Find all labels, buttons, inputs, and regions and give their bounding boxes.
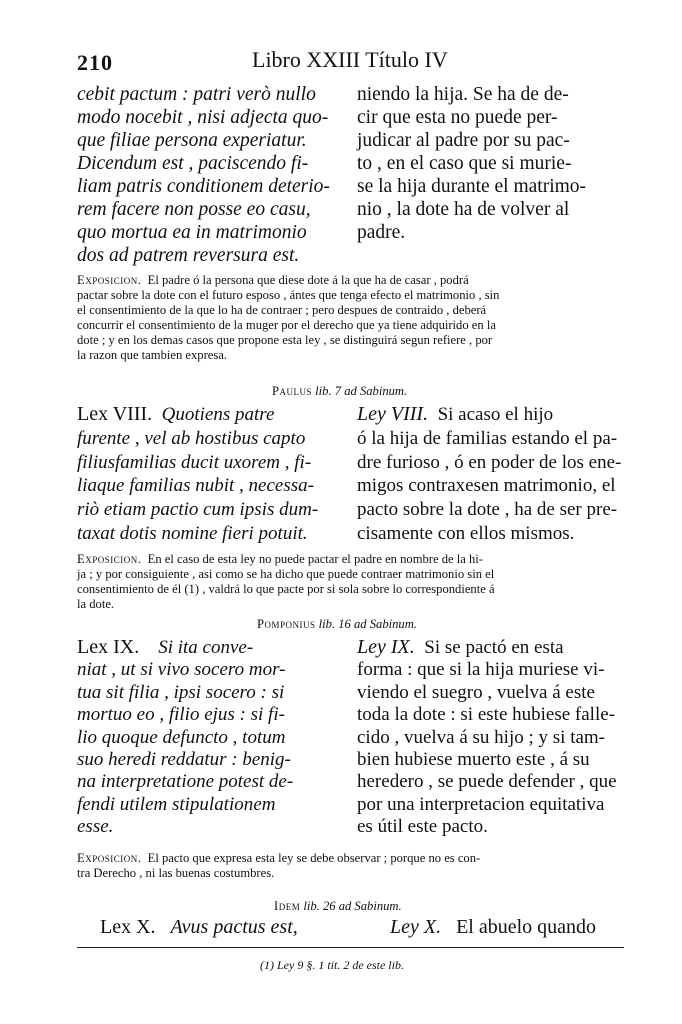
text-line: judicar al padre por su pac- [357, 130, 570, 151]
text-line: viendo el suegro , vuelva á este [357, 681, 595, 703]
lex-viii-latin [77, 403, 318, 546]
exposicion-label: Exposicion. [77, 851, 142, 865]
exposicion-1 [77, 273, 624, 363]
text-line: modo nocebit , nisi adjecta quo- [77, 107, 329, 128]
text-line: que filiae persona experiatur. [77, 130, 307, 151]
text-line: En el caso de esta ley no puede pactar el padre en nombre de la hi- [147, 552, 483, 566]
source-reference: lib. 16 ad Sabinum. [318, 617, 417, 631]
text-line: liaque familias nubit , necessa- [77, 475, 314, 497]
exposicion-label: Exposicion. [77, 552, 142, 566]
exposicion-label: Exposicion. [77, 273, 142, 287]
lex-x-latin [100, 916, 298, 938]
source-author: Paulus [272, 384, 313, 398]
text-line: bien hubiese muerto este , á su [357, 749, 590, 771]
text-line: toda la dote : si este hubiese falle- [357, 704, 615, 726]
text-line: mortuo eo , filio ejus : si fi- [77, 704, 285, 726]
text-line: na interpretatione potest de- [77, 771, 294, 793]
text-line: es útil este pacto. [357, 816, 488, 838]
source-author: Pomponius [257, 617, 316, 631]
text-line: Dicendum est , paciscendo fi- [77, 153, 309, 174]
text-line: liam patris conditionem deterio- [77, 176, 330, 197]
text-line: consentimiento de él (1) , valdrá lo que pacte por si sola sobre lo correspondiente á [77, 582, 495, 596]
text-line: taxat dotis nomine fieri potuit. [77, 522, 308, 544]
page-number: 210 [77, 50, 113, 75]
source-citation-2 [257, 617, 417, 632]
exposicion-2 [77, 552, 624, 612]
text-line: tra Derecho , ni las buenas costumbres. [77, 866, 275, 880]
text-line: fendi utilem stipulationem [77, 793, 276, 815]
text-line: padre. [357, 222, 406, 243]
text-line: Avus pactus est, [170, 916, 298, 938]
ley-heading: Ley VIII. [357, 403, 429, 425]
text-line: El padre ó la persona que diese dote á la que ha de casar , podrá [147, 273, 469, 287]
text-line: la razon que tambien expresa. [77, 348, 228, 362]
latin-column-continuation [77, 83, 330, 267]
text-line: Si ita conve- [158, 637, 254, 658]
text-line: heredero , se puede defender , que [357, 771, 617, 793]
ley-x-spanish [390, 916, 596, 938]
text-line: pacto sobre la dote , ha de ser pre- [357, 499, 618, 521]
text-line: se la hija durante el matrimo- [357, 176, 587, 197]
text-line: concurrir el consentimiento de la muger por el derecho que ya tiene adquirido en la [77, 318, 496, 332]
text-line: El pacto que expresa esta ley se debe observar ; porque no es con- [147, 851, 481, 865]
text-line: migos contraxesen matrimonio, el [357, 475, 616, 497]
text-line: cir que esta no puede per- [357, 107, 558, 128]
source-citation-1 [272, 384, 407, 399]
text-line: cisamente con ellos mismos. [357, 522, 575, 544]
footnote-text: (1) Ley 9 §. 1 tit. 2 de este lib. [260, 958, 404, 972]
text-line: El abuelo quando [456, 916, 597, 938]
text-line: dote ; y en los demas casos que propone esta ley , se distinguirá segun refiere , por [77, 333, 493, 347]
footnote-rule [77, 947, 624, 948]
text-line: niendo la hija. Se ha de de- [357, 84, 569, 105]
text-line: forma : que si la hija muriese vi- [357, 659, 605, 681]
text-line: tua sit filia , ipsi socero : si [77, 681, 285, 703]
text-line: Quotiens patre [161, 404, 275, 425]
text-line: dre furioso , ó en poder de los ene- [357, 451, 622, 473]
text-line: lio quoque defuncto , totum [77, 726, 286, 748]
text-line: esse. [77, 816, 114, 838]
lex-ix-latin [77, 636, 293, 839]
text-line: suo heredi reddatur : benig- [77, 749, 291, 771]
text-line: dos ad patrem reversura est. [77, 245, 300, 266]
text-line: Si se pactó en esta [424, 637, 564, 658]
text-line: to , en el caso que si murie- [357, 153, 572, 174]
source-reference: lib. 26 ad Sabinum. [303, 899, 402, 913]
source-reference: lib. 7 ad Sabinum. [315, 384, 408, 398]
text-line: riò etiam pactio cum ipsis dum- [77, 499, 319, 521]
text-line: ó la hija de familias estando el pa- [357, 427, 618, 449]
source-author: Idem [274, 899, 301, 913]
text-line: nio , la dote ha de volver al [357, 199, 570, 220]
text-line: cido , vuelva á su hijo ; y si tam- [357, 726, 606, 748]
lex-heading: Lex X. [100, 916, 156, 938]
text-line: la dote. [77, 597, 115, 611]
text-line: por una interpretacion equitativa [357, 793, 605, 815]
running-head: Libro XXIII Título IV [252, 47, 448, 72]
text-line: Si acaso el hijo [437, 404, 554, 425]
text-line: el consentimiento de la que lo ha de contraer ; pero despues de contraido , deberá [77, 303, 487, 317]
ley-heading: Ley IX. [357, 636, 415, 658]
ley-heading: Ley X. [390, 916, 442, 938]
text-line: rem facere non posse eo casu, [77, 199, 311, 220]
text-line: cebit pactum : patri verò nullo [77, 84, 316, 105]
text-line: filiusfamilias ducit uxorem , fi- [77, 451, 312, 473]
ley-viii-spanish [357, 403, 621, 546]
exposicion-3 [77, 851, 624, 881]
text-line: pactar sobre la dote con el futuro esposo , ántes que tenga efecto el matrimonio , sin [77, 288, 500, 302]
text-line: quo mortua ea in matrimonio [77, 222, 307, 243]
source-citation-3 [274, 899, 402, 914]
lex-heading: Lex IX. [77, 636, 140, 658]
text-line: ja ; y por consiguiente , asi como se ha dicho que puede contraer matrimonio sin el [77, 567, 495, 581]
ley-ix-spanish [357, 636, 617, 839]
text-line: furente , vel ab hostibus capto [77, 427, 306, 449]
footnote [260, 958, 404, 973]
lex-heading: Lex VIII. [77, 403, 153, 425]
text-line: niat , ut si vivo socero mor- [77, 659, 286, 681]
spanish-column-continuation [357, 83, 586, 244]
